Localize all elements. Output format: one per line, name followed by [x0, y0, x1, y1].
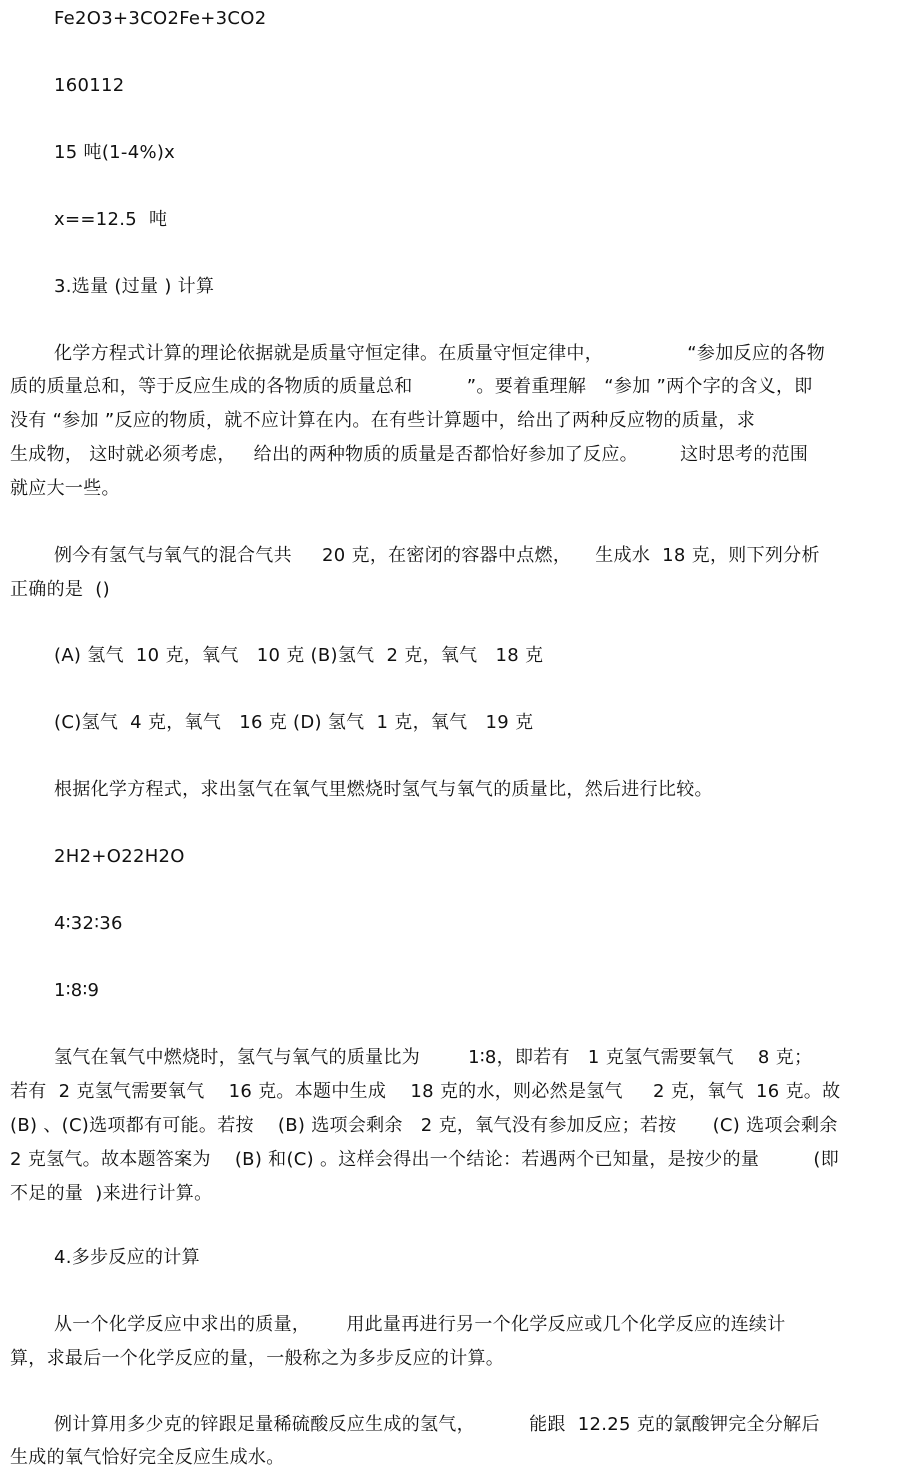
option-c-d: (C)氢气 4 克，氧气 16 克 (D) 氢气 1 克，氧气 19 克	[54, 712, 534, 733]
analysis-line: 不足的量 )来进行计算。	[10, 1183, 213, 1204]
paragraph-line: 没有 “参加 ”反应的物质，就不应计算在内。在有些计算题中，给出了两种反应物的质量，求	[10, 410, 755, 431]
paragraph-line: 从一个化学反应中求出的质量， 用此量再进行另一个化学反应或几个化学反应的连续计	[54, 1314, 786, 1335]
paragraph-line: 化学方程式计算的理论依据就是质量守恒定律。在质量守恒定律中， “参加反应的各物	[54, 343, 826, 364]
analysis-line: (B) 、(C)选项都有可能。若按 (B) 选项会剩余 2 克，氧气没有参加反应；若按 (C) 选项会剩余	[10, 1115, 838, 1136]
proportion-line: 15 吨(1-4%)x	[54, 142, 176, 163]
example-question-2: 例计算用多少克的锌跟足量稀硫酸反应生成的氢气， 能跟 12.25 克的氯酸钾完全分解后	[54, 1414, 820, 1435]
paragraph-line: 生成物， 这时就必须考虑， 给出的两种物质的质量是否都恰好参加了反应。 这时思考的范围	[10, 444, 809, 465]
example-question: 正确的是 ()	[10, 579, 110, 600]
section-heading-4: 4.多步反应的计算	[54, 1247, 200, 1268]
paragraph-line: 就应大一些。	[10, 478, 120, 499]
analysis-line: 氢气在氧气中燃烧时，氢气与氧气的质量比为 1∶8，即若有 1 克氢气需要氧气 8 克；	[54, 1047, 813, 1068]
example-question: 例今有氢气与氧气的混合气共 20 克，在密闭的容器中点燃， 生成水 18 克，则下列分析	[54, 545, 820, 566]
example-question-2: 生成的氧气恰好完全反应生成水。	[10, 1447, 285, 1468]
analysis-line: 若有 2 克氢气需要氧气 16 克。本题中生成 18 克的水，则必然是氢气 2 克，氧气 16 克。故	[10, 1081, 841, 1102]
equation-fe2o3: Fe2O3+3CO2Fe+3CO2	[54, 8, 267, 29]
paragraph-line: 算，求最后一个化学反应的量，一般称之为多步反应的计算。	[10, 1348, 505, 1369]
section-heading-3: 3.选量 (过量 ) 计算	[54, 276, 215, 297]
mass-ratio-line: 4∶32∶36	[54, 913, 123, 934]
option-a-b: (A) 氢气 10 克，氧气 10 克 (B)氢气 2 克，氧气 18 克	[54, 645, 544, 666]
result-line: x==12.5 吨	[54, 209, 168, 230]
ratio-line: 160112	[54, 75, 125, 96]
simplified-ratio-line: 1∶8∶9	[54, 980, 100, 1001]
solution-intro: 根据化学方程式，求出氢气在氧气里燃烧时氢气与氧气的质量比，然后进行比较。	[54, 779, 713, 800]
analysis-line: 2 克氢气。故本题答案为 (B) 和(C) 。这样会得出一个结论：若遇两个已知量，是按少的量 (即	[10, 1149, 840, 1170]
equation-water: 2H2+O22H2O	[54, 846, 185, 867]
paragraph-line: 质的质量总和，等于反应生成的各物质的质量总和 ”。要着重理解 “参加 ”两个字的含义，即	[10, 376, 813, 397]
